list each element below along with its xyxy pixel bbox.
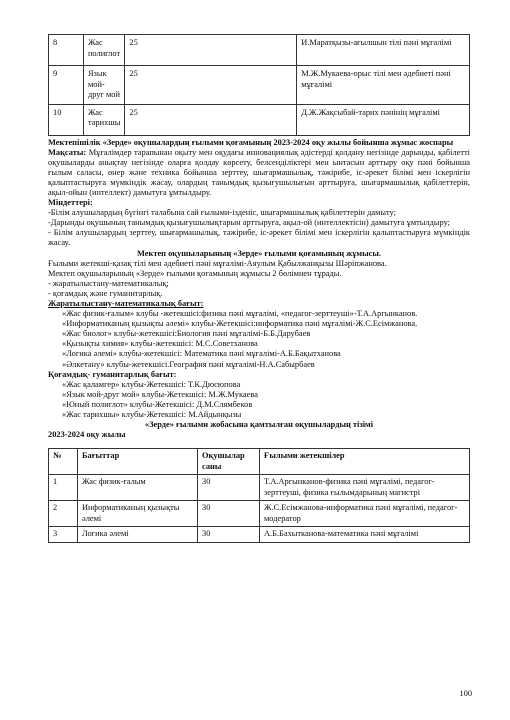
student-count: 30 (198, 475, 260, 501)
natural-club-item: «Жас физик-ғалым» клубы -жетекшісі:физика пәні мұғалімі, «педагог-зерттеуші»-Т.А.Аргынканов. (62, 309, 418, 319)
table-row (49, 475, 470, 501)
row-number: 10 (49, 104, 84, 135)
students-table-body (49, 475, 470, 543)
row-number: 8 (49, 35, 84, 66)
section-item: - жаратылыстану-математикалық; (48, 278, 169, 288)
row-number: 1 (49, 475, 78, 501)
header-leaders: Ғылыми жетекшілер (260, 449, 470, 475)
club-name: Информатиканың қызықты әлемі (78, 501, 198, 527)
table-row (49, 35, 470, 66)
plan-title: Мектепішілік «Зерде» оқушылардың ғылыми қоғамының 2023-2024 оқу жылы бойынша жұмыс жоспары (48, 137, 454, 147)
club-name: Жас физик-ғалым (78, 475, 198, 501)
goal-label: Мақсаты: (48, 147, 87, 157)
work-title: Мектеп оқушыларының «Зерде» ғылыми қоғамының жұмысы. (137, 248, 381, 258)
task-item: -Дарынды оқушының танымдық қызығушылықтарын арттыруға, ақыл-ой (интеллектісін) дамытуға ұмтылдыру; (48, 218, 450, 228)
natural-direction-title: Жаратылыстану-математикалық бағыт: (48, 299, 204, 308)
natural-club-item: «Жас биолог» клубы-жетекшісі:Биология пәні мұғалімі-Б.Б.Дарубаев (62, 329, 311, 339)
club-leader: Т.А.Аргынканов-физика пәні мұғалімі, педагог-зерттеуші, физика ғылымдарының магистрі (260, 475, 470, 501)
natural-club-item: «Логика әлемі» клубы-жетекшісі: Математика пәні мұғалімі-А.Б.Бақытханова (62, 349, 341, 359)
row-number: 2 (49, 501, 78, 527)
header-count: Оқушылар саны (198, 449, 260, 475)
club-leader: Д.Ж.Жақсыбай-тарих пәнінің мұғалімі (297, 104, 470, 135)
club-leader: А.Б.Бахытканова-математика пәні мұғалімі (260, 527, 470, 543)
page-number: 100 (459, 689, 472, 698)
humanities-club-item: «Язык мой-друг мой» клубы-Жетекшісі: М.Ж.Мукаева (62, 389, 258, 399)
row-number: 3 (49, 527, 78, 543)
list-year: 2023-2024 оқу жылы (48, 430, 126, 440)
club-name: Жас полиглот (83, 35, 124, 66)
student-count: 30 (198, 501, 260, 527)
header-number: № (49, 449, 78, 475)
list-title: «Зерде» ғылыми жобасына қамтылған оқушылардың тізімі (144, 420, 374, 430)
tasks-label: Міндеттері: (48, 198, 93, 208)
table-header-row (49, 449, 470, 475)
header-direction: Бағыттар (78, 449, 198, 475)
humanities-direction-title: Қоғамдық- гуманитарлық бағыт: (48, 369, 177, 379)
humanities-club-item: «Жас тарихшы» клубы-Жетекшісі: М.Айдынқызы (62, 410, 242, 420)
student-count: 30 (198, 527, 260, 543)
natural-club-item: «Әлкетану» клубы-жетекшісі.География пәні мұғалімі-Н.А.Сабырбаев (62, 359, 315, 369)
club-leader: М.Ж.Мукаева-орыс тілі мен әдебиеті пәні мұғалімі (297, 66, 470, 105)
students-table (48, 448, 470, 543)
goal-paragraph (48, 148, 470, 198)
clubs-table-body (49, 35, 470, 136)
section-item: - қоғамдық және гуманитарлық. (48, 288, 163, 298)
natural-club-item: «Информатиканың қызықты әлемі» клубы-Жетекшісі:информатика пәні мұғалімі-Ж.С.Есімжанова. (62, 319, 418, 329)
club-leader: Ж.С.Есімжанова-информатика пәні мұғалімі, педагог-модератор (260, 501, 470, 527)
club-name: Язык мой-друг мой (83, 66, 124, 105)
table-row (49, 501, 470, 527)
club-name: Логика әлемі (78, 527, 198, 543)
club-leader: И.Маратқызы-ағылшын тілі пәні мұғалімі (297, 35, 470, 66)
row-number: 9 (49, 66, 84, 105)
student-count: 25 (125, 104, 297, 135)
document-page (48, 34, 470, 543)
club-name: Жас тарихшы (83, 104, 124, 135)
natural-club-item: «Қызықты химия» клубы-жетекшісі: М.С.Советханова (62, 339, 258, 349)
student-count: 25 (125, 66, 297, 105)
work-text: Ғылыми жетекші-қазақ тілі мен әдебиеті пәні мұғалімі-Аяулым Қабылжанқызы Шәріпжанова. (48, 258, 387, 268)
task-item: -Білім алушылардың бүгінгі талабына сай ғылыми-ізденіс, шығармашылық қабілеттерін дамыту; (48, 208, 396, 218)
humanities-club-item: «Жас қаламгер» клубы-Жетекшісі: Т.К.Дюсюпова (62, 379, 241, 389)
table-row (49, 527, 470, 543)
humanities-club-item: «Юный полиглот» клубы-Жетекшісі: Д.М.Слямбеков (62, 399, 253, 409)
task-item: - Білім алушылардың зерттеу, шығармашылық, тәжірибе, іс-әрекет білімі мен іскерлігін қалыптастыруға мүмкіндік жасау. (48, 228, 470, 248)
goal-text: Мұғалімдер тарапынан оқыту мен оқудағы инновациялық әдістерді қолдану негізінде дарынды, қабілетті оқушыларды анықтау негізінде оларға қолдау көрсету, белсенділіктері мен ынтасын арттыру оқу пәні бойынша ғылым саласы, өнер және техника бойынша зерттеу, шығармашылық, тәжірибе, іс-әрекет білімі мен іскерлігін қалыптастыруға мүмкіндік жасау, олардың танымдық қызығушылығын арттыруға, шығармашылық қабілеттерін, ақыл-ойын (интеллект) дамытуға ұмтылдыру. (48, 147, 471, 197)
clubs-table-continued (48, 34, 470, 136)
work-text: Мектеп оқушыларының «Зерде» ғылыми қоғамының жұмысы 2 бөлімнен тұрады. (48, 268, 342, 278)
table-row (49, 104, 470, 135)
table-row (49, 66, 470, 105)
student-count: 25 (125, 35, 297, 66)
